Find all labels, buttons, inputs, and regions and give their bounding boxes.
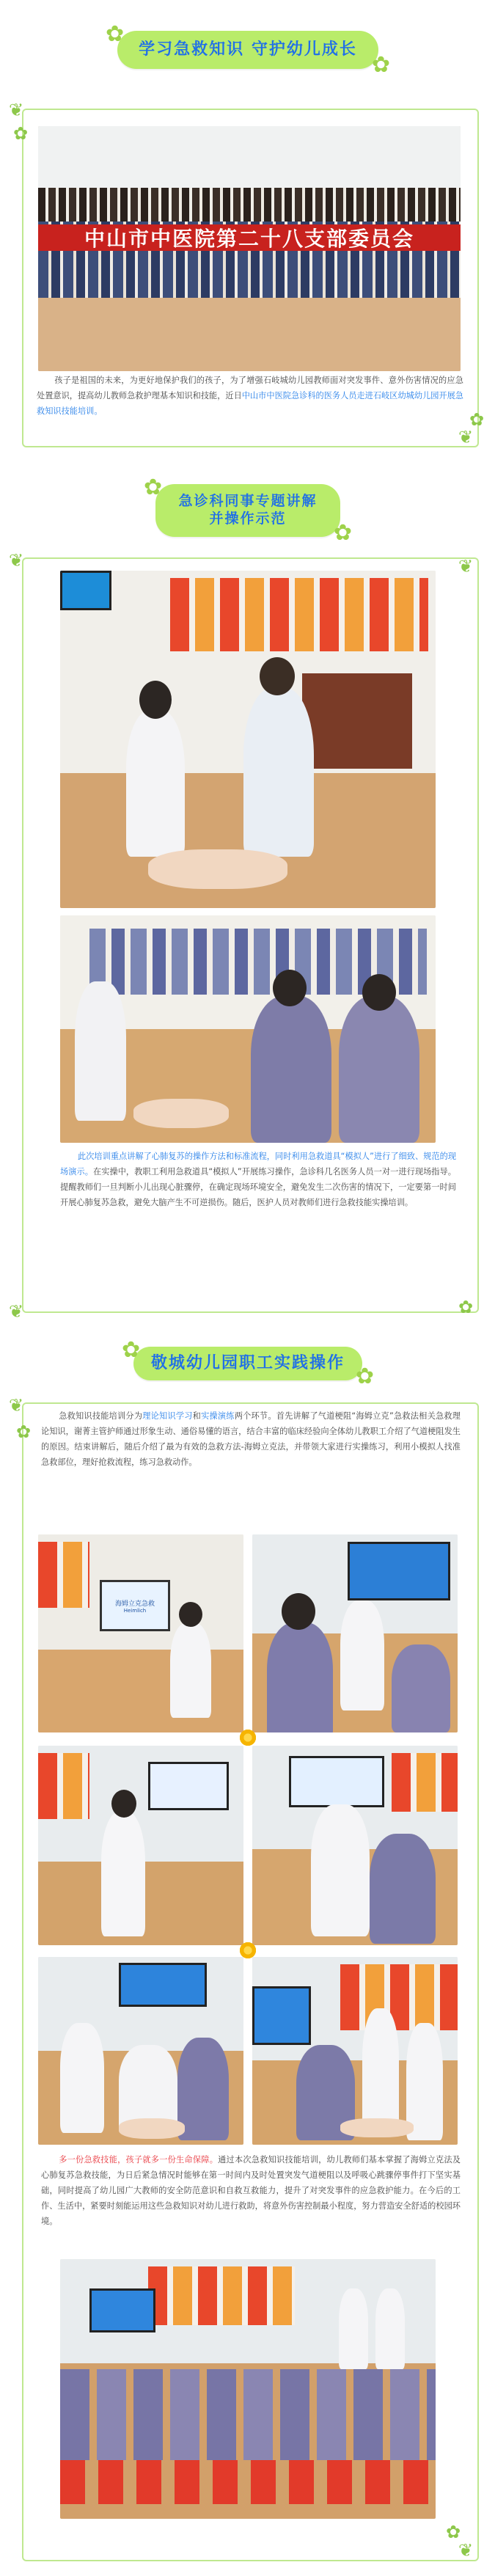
section2-title-banner (144, 475, 353, 546)
section2-paragraph: 此次培训重点讲解了心肺复苏的操作方法和标准流程，同时利用急救道具“模拟人”进行了细致、规范的现场演示。在实操中，教职工利用急救道具“模拟人”开展练习操作，急诊科几名医务人员一对一进行现场指导。提醒教师们一旦判断小儿出现心脏骤停，在确定现场环境安全，避免发生二次伤害的情况下，一定要第一时间开展心肺复苏急救，避免大脑产生不可逆损伤。随后，医护人员对教师们进行急救技能实操培训。 (60, 1152, 456, 1207)
section3-title-banner (122, 1337, 375, 1389)
section3-paragraph2: 多一份急救技能，孩子就多一份生命保障。通过本次急救知识技能培训，幼儿教师们基本掌握了海姆立克法及心肺复苏急救技能，为日后紧急情况时能够在第一时间内及时处置突发气道梗阻以及呼吸心跳骤停事件打下坚实基础，同时提高了幼儿园广大教师的安全防范意识和自救互救能力，提升了对突发事件的应急救护能力。在今后的工作、生活中，紧要时刻能运用这些急救知识对幼儿进行救助，将意外伤害控制最小程度，努力营造安全舒适的校园环境。 (41, 2155, 461, 2226)
flower-icon: ✿ (371, 52, 392, 78)
heimlich-photo-4 (252, 1746, 458, 1945)
section2-title-line2: 并操作示范 (209, 511, 287, 527)
vine-icon: ✿ (16, 1421, 32, 1442)
vine-icon: ✿ (13, 123, 29, 144)
vine-icon: ❦ (9, 550, 24, 571)
flower-icon: ✿ (106, 21, 126, 47)
flower-icon: ✿ (122, 1337, 142, 1363)
flower-icon: ✿ (333, 520, 353, 546)
screen-title: 海姆立克急救 (114, 1600, 155, 1608)
vine-icon: ❦ (9, 1395, 24, 1416)
section1-title-banner (106, 21, 392, 78)
heimlich-photo-3 (38, 1746, 243, 1945)
cpr-photo-6 (252, 1957, 458, 2145)
vine-icon: ❦ (458, 556, 474, 577)
vine-icon: ❦ (458, 427, 474, 447)
group-photo (38, 126, 461, 371)
cpr-demo-photo (60, 571, 436, 908)
section3-paragraph1: 急救知识技能培训分为理论知识学习和实操演练两个环节。首先讲解了气道梗阻“海姆立克”急救法相关急救理论知识，谢菁主管护师通过形象生动、通俗易懂的语言，结合丰富的临床经验向全体幼儿教职工介绍了气道梗阻发生的原因。结束讲解后，随后介绍了最为有效的急救方法-海姆立克法，并带领大家进行实操练习，利用小模拟人找准急救部位，理好抢救流程，练习急救动作。 (41, 1411, 461, 1467)
group-practice-photo (60, 2259, 436, 2519)
vine-icon: ✿ (469, 409, 485, 430)
vine-icon: ❦ (9, 100, 24, 120)
vine-icon: ❦ (458, 2540, 474, 2561)
section1-title: 学习急救知识 守护幼儿成长 (139, 40, 357, 59)
hospital-banner: 中山市中医院第二十八支部委员会 (38, 224, 461, 251)
cpr-photo-5 (38, 1957, 243, 2145)
vine-icon: ✿ (446, 2522, 461, 2542)
vine-icon: ✿ (458, 1297, 474, 1317)
section1-paragraph: 孩子是祖国的未来，为更好地保护我们的孩子，为了增强石岐城幼儿园教师面对突发事件、意外伤害情况的应急处置意识，提高幼儿教师急救护理基本知识和技能，近日中山市中医院急诊科的医务人员走进石岐区幼城幼儿园开展急救知识技能培训。 (37, 376, 463, 416)
section2-title-line1: 急诊科同事专题讲解 (178, 493, 318, 510)
section3-title: 敬城幼儿园职工实践操作 (150, 1354, 345, 1373)
heimlich-photo-2 (252, 1534, 458, 1732)
vine-icon: ❦ (9, 1301, 24, 1322)
flower-icon: ✿ (144, 475, 164, 500)
flower-divider-icon (238, 1728, 257, 1747)
heimlich-photo-1 (38, 1534, 243, 1732)
cpr-practice-photo (60, 915, 436, 1143)
flower-icon: ✿ (355, 1364, 375, 1389)
screen-subtitle: Heimlich (123, 1608, 147, 1614)
